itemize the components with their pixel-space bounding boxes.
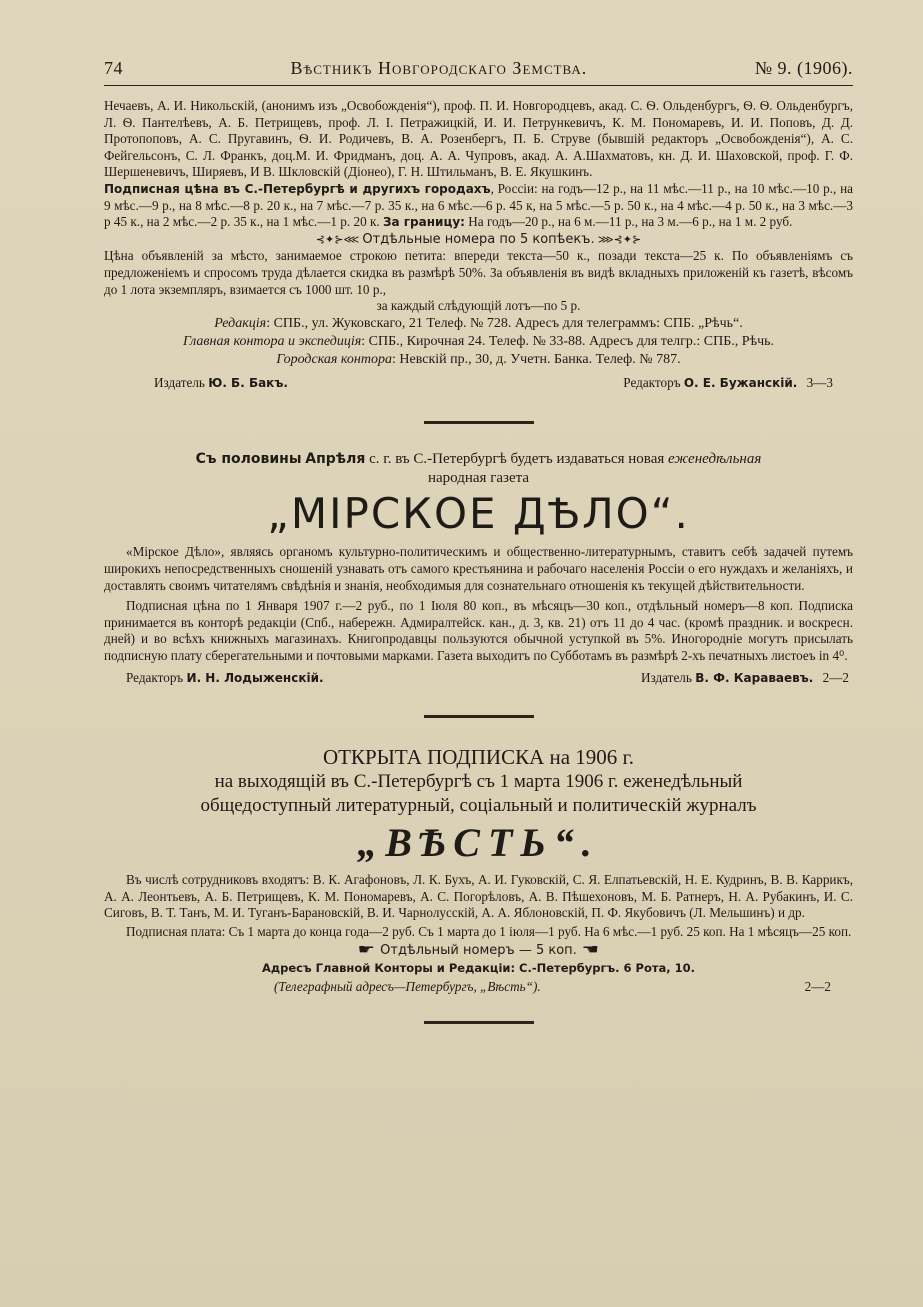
- rech-abroad-label: За границу:: [382, 215, 465, 230]
- rech-issue-mark: 3—3: [806, 374, 833, 390]
- rech-city-office-text: : Невскій пр., 30, д. Учетн. Банка. Телеф. № 787.: [392, 351, 681, 367]
- vest-telegraph: (Телеграфный адресъ—Петербургъ, „Вѣсть“).: [274, 978, 541, 994]
- mirskoe-publisher-label: Издатель: [640, 670, 692, 686]
- rech-signatures: [154, 375, 833, 392]
- rech-main-office-label: Главная контора и экспедиція: [182, 333, 362, 349]
- rech-single-issue: Отдѣльные номера по 5 копѣекъ.: [362, 231, 595, 247]
- vest-subscription: Подписная плата: Съ 1 марта до конца года—2 руб. Съ 1 марта до 1 іюля—1 руб. На 6 мѣс.—1 руб. 25 коп. На 1 мѣсяцъ—25 коп.: [126, 923, 852, 939]
- vest-headline: ОТКРЫТА ПОДПИСКА на 1906 г.: [322, 745, 635, 770]
- rech-subscription: [104, 181, 853, 231]
- rech-publisher: [154, 375, 288, 392]
- rech-city-office-label: Городская контора: [276, 351, 392, 367]
- rech-single-issue-line: [104, 231, 853, 249]
- vest-single-issue-line: [104, 942, 853, 960]
- rech-main-office: [104, 333, 853, 351]
- vest-line3: общедоступный литературный, соціальный и политическій журналъ: [200, 795, 757, 817]
- mirskoe-subscription: Подписная цѣна по 1 Января 1907 г.—2 руб., по 1 Іюля 80 коп., въ мѣсяцъ—30 коп., отдѣльный номеръ—8 коп. Подписка принимается въ конторѣ редакціи (Спб., набережн. Адмиралтейск. кан., д. 3, кв. 21) отъ 11 до 4 час. (кромѣ праздник. и воскресн. дней) и во всѣхъ книжныхъ магазинахъ. Книгопродавцы пользуются обычной уступкой въ 5%. Иногородніе могутъ присылать подписную плату сберегательными и почтовыми марками. Газета выходитъ по Субботамъ въ размѣрѣ 2-хъ печатныхъ листоеъ in 4⁰.: [104, 598, 853, 663]
- mirskoe-editor-label: Редакторъ: [126, 670, 184, 686]
- vest-address: Адресъ Главной Конторы и Редакціи: С.-Петербургъ. 6 Рота, 10.: [261, 961, 696, 976]
- pointing-hand-right-icon: ☛: [357, 943, 376, 959]
- mirskoe-publisher-name: В. Ф. Караваевъ.: [695, 671, 814, 686]
- rech-editorial-text: : СПБ., ул. Жуковскаго, 21 Телеф. № 728. Адресъ для телеграммъ: СПБ. „Рѣчь“.: [266, 315, 743, 331]
- vest-advertisement: [104, 744, 853, 995]
- divider: [424, 421, 534, 424]
- rech-contributors: Нечаевъ, А. И. Никольскій, (анонимъ изъ „Освобожденія“), проф. П. И. Новгородцевъ, акад. С. Ѳ. Ольденбургъ, Ѳ. Ѳ. Ольденбургъ, Л. Ѳ. Пантелѣевъ, А. Б. Петрищевъ, проф. Л. І. Петражицкій, И. И. Петрункевичъ, К. М. Пономаревъ, И. И. Поповъ, Д. Д. Протопоповъ, А. С. Пругавинъ, Ѳ. И. Родичевъ, В. А. Розенбергъ, П. Б. Струве (бывшій редакторъ „Освобожденія“), А. С. Фейгельсонъ, С. Л. Франкъ, доц.М. И. Фридманъ, доц. А. А. Чупровъ, акад. А. А.Шахматовъ, кн. Д. И. Шаховской, проф. Г. Ф. Шершеневичъ, Ширяевъ, И В. Шкловскій (Діонео), Г. Н. Штильманъ, В. Е. Якушкинъ.: [104, 98, 853, 180]
- rech-ads-price-end: за каждый слѣдующій лотъ—по 5 р.: [376, 298, 581, 314]
- rech-editorial: [104, 315, 853, 333]
- vest-single-issue: Отдѣльный номеръ — 5 коп.: [380, 943, 577, 959]
- rech-publisher-name: Ю. Б. Бакъ.: [208, 375, 288, 390]
- mirskoe-signatures: [126, 670, 849, 687]
- vest-line2: на выходящій въ С.-Петербургѣ съ 1 марта 1906 г. еженедѣльный: [214, 771, 743, 793]
- rech-subscription-label: Подписная цѣна въ С.-Петербургѣ и другихъ городахъ: [104, 181, 491, 196]
- rech-editor-name: О. Е. Бужанскій.: [683, 375, 798, 390]
- mirskoe-delo-advertisement: [104, 450, 853, 687]
- mirskoe-intro-part2: с. г. въ С.-Петербургѣ будетъ издаваться новая: [369, 451, 665, 468]
- mirskoe-intro-italic: еженедѣльная: [668, 451, 762, 468]
- mirskoe-editor: [126, 670, 324, 687]
- rech-abroad-text: На годъ—20 р., на 6 м.—11 р., на 3 м.—6 р., на 1 м. 2 руб.: [464, 214, 793, 230]
- rech-editor: [623, 375, 833, 392]
- mirskoe-intro-part1: Съ половины: [195, 451, 302, 468]
- page-header: [104, 58, 853, 86]
- divider: [424, 1021, 534, 1024]
- vest-footer: [274, 979, 831, 996]
- mirskoe-intro-line2: народная газета: [427, 470, 529, 487]
- rech-city-office: [104, 351, 853, 369]
- mirskoe-intro-month: Апрѣля: [305, 451, 366, 468]
- mirskoe-issue-mark: 2—2: [822, 670, 849, 686]
- page-number: 74: [104, 58, 123, 78]
- mirskoe-intro: [104, 450, 853, 469]
- rech-main-office-text: : СПБ., Кирочная 24. Телеф. № 33-88. Адресъ для телгр.: СПБ., Рѣчь.: [361, 333, 775, 349]
- rech-editor-label: Редакторъ: [623, 374, 681, 390]
- ornament-right-icon: ⋙⊰✦⊱: [597, 232, 642, 246]
- mirskoe-publisher: [641, 670, 849, 687]
- vest-title: „ВѢСТЬ“.: [357, 820, 600, 866]
- issue-number: № 9. (1906).: [754, 58, 853, 78]
- rech-publisher-label: Издатель: [154, 374, 205, 390]
- pointing-hand-left-icon: ☚: [581, 943, 600, 959]
- rech-advertisement: [104, 98, 853, 391]
- rech-subscription-text: , Россіи: на годъ—12 р., на 11 мѣс.—11 р., на 10 мѣс.—10 р., на 9 мѣс.—9 р., на 8 мѣс.—8 р. 20 к., на 7 мѣс.—7 р. 35 к., на 6 мѣс.—6 р. 45 к, на 5 мѣс.—5 р. 50 к., на 4 мѣс.—4 р. 50 к., на 3 мѣс.—3 р 45 к., на 2 мѣс.—2 р. 35 к., на 1 мѣс.—1 р. 20 к.: [104, 180, 853, 230]
- rech-editorial-label: Редакція: [214, 315, 267, 331]
- mirskoe-title: „МІРСКОЕ ДѢЛО“.: [267, 489, 690, 539]
- rech-ads-price: [104, 248, 853, 298]
- vest-contributors: Въ числѣ сотрудниковъ входятъ: В. К. Агафоновъ, Л. К. Бухъ, А. И. Гуковскій, С. Я. Елпатьевскій, Н. Е. Кудринъ, В. В. Каррикъ, А. А. Леонтьевъ, А. Б. Петрищевъ, К. М. Пономаревъ, А. С. Погорѣловъ, А. В. Пѣшехоновъ, М. Б. Ратнеръ, Н. А. Рубакинъ, И. С. Сиговъ, В. Т. Танъ, М. И. Туганъ-Барановскій, В. И. Чарнолусскій, А. А. Яблоновскій, П. Ф. Якубовичъ (Л. Мельшинъ) и др.: [104, 872, 853, 921]
- ornament-left-icon: ⊰✦⊱⋘: [315, 232, 360, 246]
- rech-ads-price-text: Цѣна объявленій за мѣсто, занимаемое строкою петита: впереди текста—50 к., позади текста—25 к. По объявленіямъ съ предложеніемъ и спросомъ труда дѣлается скидка въ размѣрѣ 50%. За объявленія въ видѣ вкладныхъ приложеній къ газетѣ, вѣсомъ до 1 лота экземпляръ, взимается съ 1000 шт. 10 р.,: [104, 248, 853, 297]
- journal-title: Вѣстникъ Новгородскаго Земства.: [290, 58, 588, 78]
- divider: [424, 715, 534, 718]
- vest-issue-mark: 2—2: [804, 978, 831, 994]
- mirskoe-editor-name: И. Н. Лодыженскій.: [186, 671, 324, 686]
- mirskoe-description: «Мірское Дѣло», являясь органомъ культурно-политическимъ и общественно-литературнымъ, ставитъ себѣ задачей путемъ широкихъ непосредственныхъ сношеній узнавать отъ самого крестьянина и рабочаго населенія Россіи о его нуждахъ и желаніяхъ, и доставлять своимъ читателямъ свѣдѣнія и знанія, необходимыя для сознательнаго отношенія къ текущей дѣйствительности.: [104, 544, 853, 593]
